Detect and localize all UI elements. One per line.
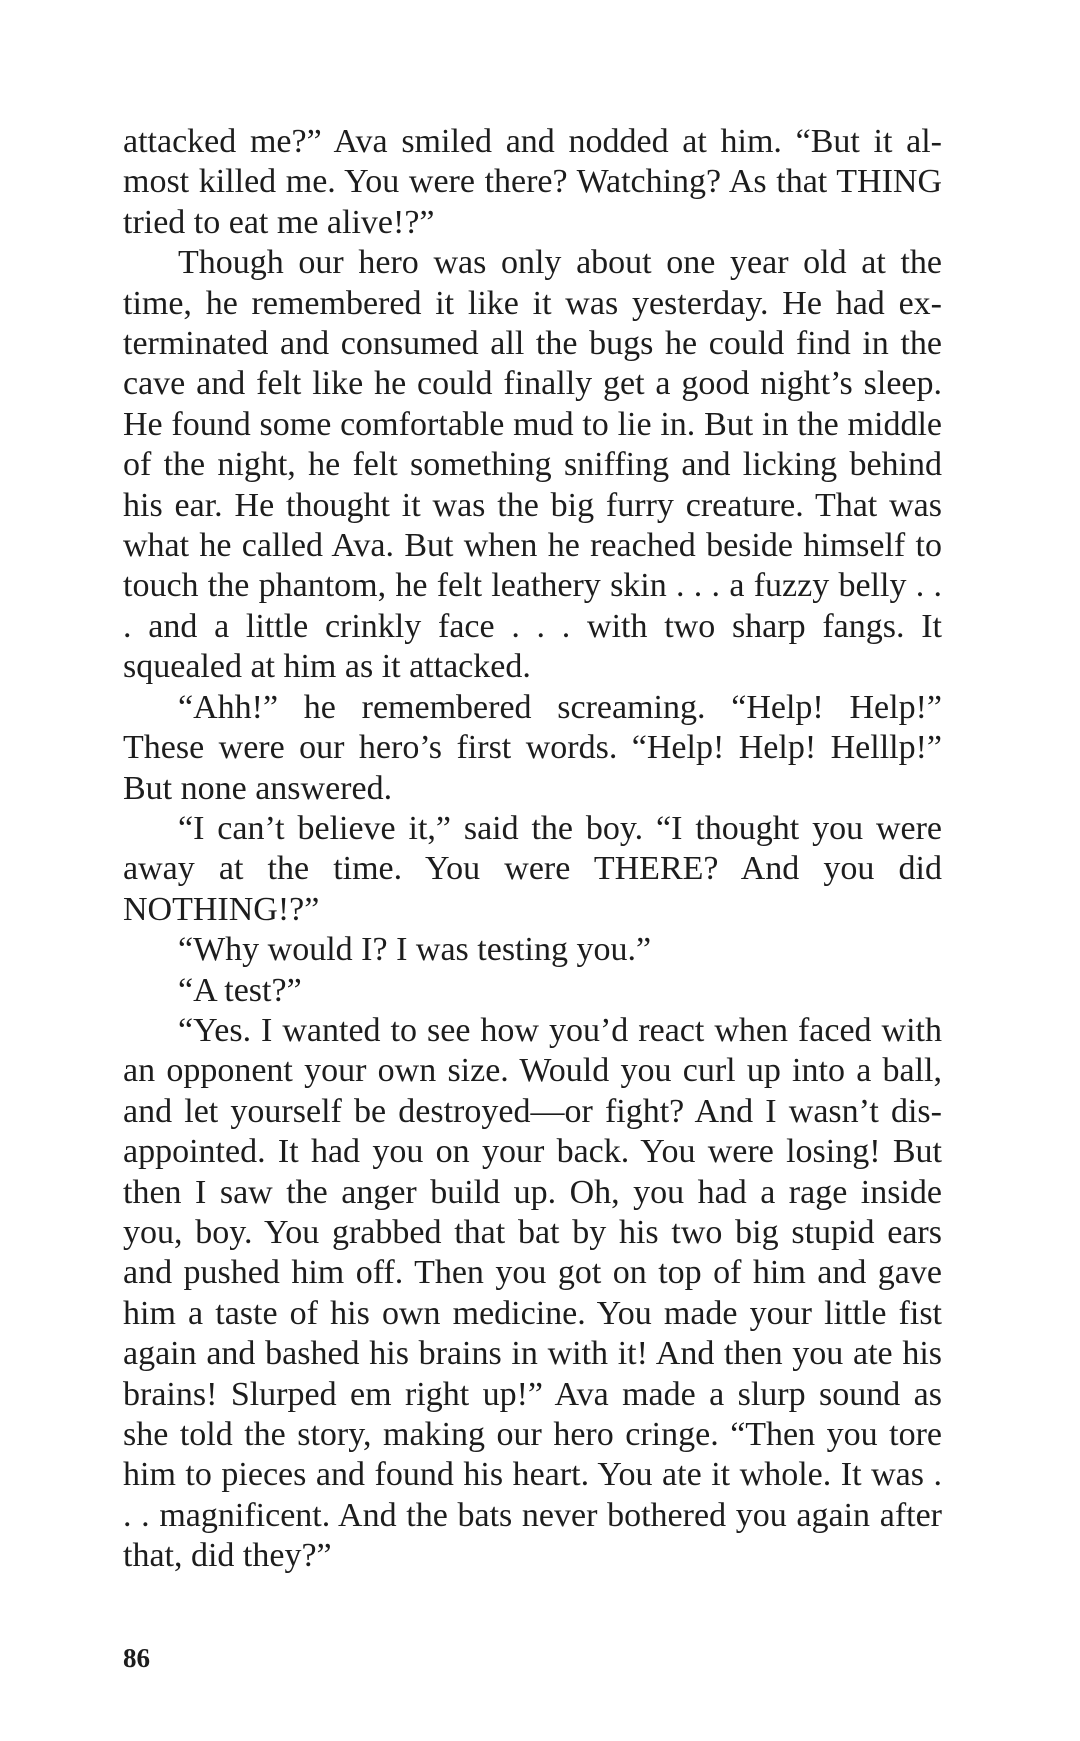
paragraph: “I can’t believe it,” said the boy. “I thought you were away at the time. You were THERE? And you did NOTHING!?” xyxy=(123,809,942,928)
paragraph: attacked me?” Ava smiled and nodded at him. “But it almost killed me. You were there? Watching? As that THING tried to eat me alive!?” xyxy=(123,123,942,241)
paragraph: “Yes. I wanted to see how you’d react when faced with an opponent your own size. Would you curl up into a ball, and let yourself be destroyed—or fight? And I wasn’t disappointed. It had you on your back. You were losing! But then I saw the anger build up. Oh, you had a rage inside you, boy. You grabbed that bat by his two big stupid ears and pushed him off. Then you got on top of him and gave him a taste of his own medicine. You made your little fist again and bashed his brains in with it! And then you ate his brains! Slurped em right up!” Ava made a slurp sound as she told the story, making our hero cringe. “Then you tore him to pieces and found his heart. You ate it whole. It was . . . magnificent. And the bats never bothered you again after that, did they?” xyxy=(123,1011,942,1575)
paragraph: “Why would I? I was testing you.” xyxy=(178,931,652,969)
page-number: 86 xyxy=(123,1643,150,1673)
paragraph: “A test?” xyxy=(178,971,302,1009)
paragraph: Though our hero was only about one year old at the time, he remembered it like it was yesterday. He had exterminated and consumed all the bugs he could find in the cave and felt like he could finally get a good night’s sleep. He found some comfortable mud to lie in. But in the middle of the night, he felt something sniffing and licking behind his ear. He thought it was the big furry creature. That was what he called Ava. But when he reached beside himself to touch the phantom, he felt leathery skin . . . a fuzzy belly . . . and a little crinkly face . . . with two sharp fangs. It squealed at him as it attacked. xyxy=(123,244,942,686)
body-text xyxy=(123,122,942,1577)
paragraph: “Ahh!” he remembered screaming. “Help! Help!” These were our hero’s first words. “Help! Help! Helllp!” But none answered. xyxy=(123,688,942,807)
